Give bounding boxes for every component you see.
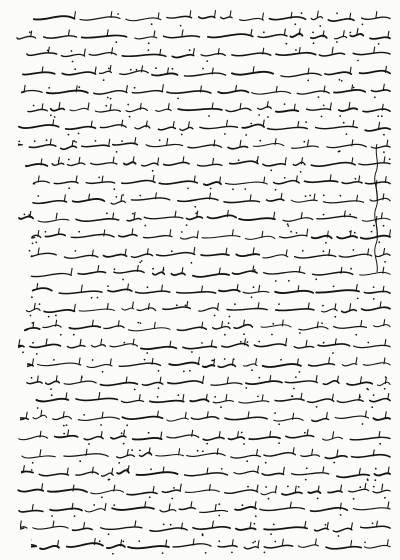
manuscript-line: [20, 265, 392, 283]
manuscript-line: [28, 192, 392, 210]
manuscript-line: [15, 119, 392, 137]
handwriting-strokes: [15, 119, 392, 137]
manuscript-line: [20, 520, 392, 538]
handwriting-strokes: [24, 101, 392, 119]
manuscript-line: [30, 283, 392, 301]
handwriting-strokes: [20, 265, 392, 283]
manuscript-line: [24, 319, 392, 337]
handwriting-strokes: [21, 465, 392, 483]
handwriting-strokes: [13, 28, 392, 46]
handwriting-strokes: [20, 301, 392, 319]
manuscript-line: [21, 465, 392, 483]
handwriting-strokes: [12, 483, 392, 501]
handwriting-strokes: [18, 137, 392, 155]
handwriting-strokes: [31, 174, 392, 192]
handwriting-strokes: [30, 10, 392, 28]
manuscript-line: [18, 137, 392, 155]
handwriting-strokes: [15, 501, 392, 519]
manuscript-line: [18, 338, 392, 356]
handwriting-strokes: [24, 319, 392, 337]
handwriting-strokes: [23, 374, 392, 392]
manuscript-line: [25, 392, 392, 410]
handwriting-strokes: [25, 392, 392, 410]
manuscript-line: [12, 483, 392, 501]
handwriting-strokes: [27, 356, 392, 374]
handwriting-strokes: [31, 228, 392, 246]
manuscript-line: [22, 156, 392, 174]
margin-gloss-strokes: [372, 214, 382, 274]
manuscript-line: [21, 83, 392, 101]
handwriting-strokes: [21, 83, 392, 101]
margin-gloss: [372, 214, 382, 274]
manuscript-line: [18, 447, 392, 465]
manuscript-line: [31, 174, 392, 192]
manuscript-line: [27, 356, 392, 374]
handwriting-strokes: [18, 338, 392, 356]
manuscript-line: [28, 247, 392, 265]
handwriting-strokes: [15, 210, 392, 228]
manuscript-line: [31, 538, 392, 556]
handwriting-strokes: [14, 429, 392, 447]
manuscript-line: [23, 46, 392, 64]
manuscript-line: [30, 10, 392, 28]
manuscript-line: [15, 501, 392, 519]
handwriting-strokes: [22, 156, 392, 174]
manuscript-line: [31, 228, 392, 246]
handwriting-strokes: [19, 65, 392, 83]
handwriting-strokes: [31, 538, 392, 556]
handwriting-strokes: [20, 410, 392, 428]
handwriting-strokes: [30, 283, 392, 301]
handwriting-strokes: [28, 192, 392, 210]
manuscript-line: [20, 410, 392, 428]
handwriting-strokes: [18, 447, 392, 465]
handwriting-strokes: [23, 46, 392, 64]
manuscript-line: [15, 210, 392, 228]
manuscript-line: [13, 28, 392, 46]
manuscript-line: [20, 301, 392, 319]
manuscript-body: [8, 8, 392, 556]
manuscript-line: [19, 65, 392, 83]
handwriting-strokes: [28, 247, 392, 265]
manuscript-line: [23, 374, 392, 392]
manuscript-line: [14, 429, 392, 447]
manuscript-line: [24, 101, 392, 119]
handwriting-strokes: [20, 520, 392, 538]
